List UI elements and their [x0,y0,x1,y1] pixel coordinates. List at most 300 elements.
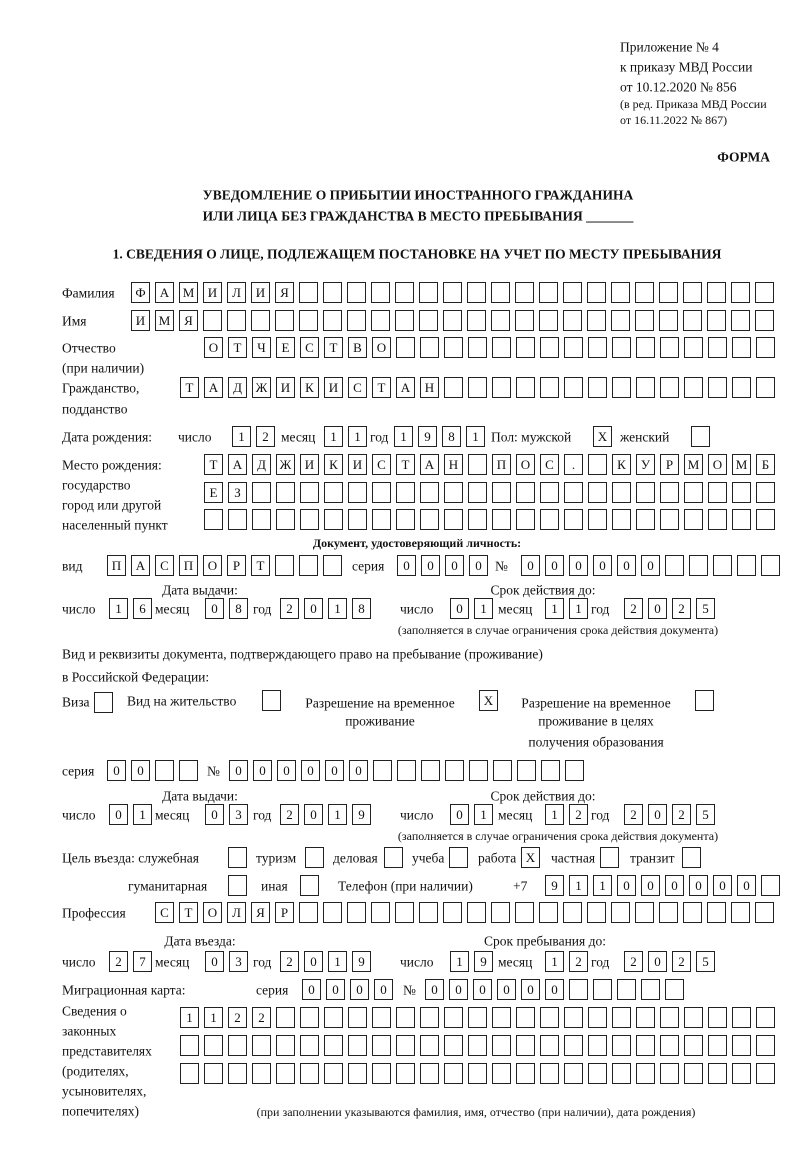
stay-doc-number-cell[interactable] [445,760,464,781]
person-birthplace-2-cell[interactable] [420,482,439,503]
legal-reps-row2-cell[interactable] [252,1035,271,1056]
person-birthplace-2-cell[interactable] [372,482,391,503]
person-birthplace-1-cell[interactable]: Б [756,454,775,475]
person-citizenship-cell[interactable] [468,377,487,398]
person-surname-cell[interactable]: Ф [131,282,150,303]
person-surname-cell[interactable]: Я [275,282,294,303]
person-birthplace-2-cell[interactable] [732,482,751,503]
legal-reps-row1-cell[interactable] [756,1007,775,1028]
person-surname-cell[interactable] [371,282,390,303]
person-birthplace-1-cell[interactable]: Д [252,454,271,475]
person-citizenship-cell[interactable] [444,377,463,398]
person-patronymic-cell[interactable] [468,337,487,358]
person-citizenship-cell[interactable]: С [348,377,367,398]
legal-reps-row1-cell[interactable] [612,1007,631,1028]
person-surname-cell[interactable] [659,282,678,303]
profession-cell[interactable] [563,902,582,923]
identity-doc-number-cell[interactable]: 0 [521,555,540,576]
person-birth-day-cell[interactable]: 1 [232,426,251,447]
legal-reps-row1-cell[interactable]: 1 [204,1007,223,1028]
legal-reps-row1-cell[interactable] [492,1007,511,1028]
migration-card-number-cell[interactable] [569,979,588,1000]
entry-entry-day-cell[interactable]: 7 [133,951,152,972]
profession-cell[interactable]: Т [179,902,198,923]
identity-doc-number-cell[interactable] [713,555,732,576]
legal-reps-row1-cell[interactable]: 2 [228,1007,247,1028]
legal-reps-row3-cell[interactable] [588,1063,607,1084]
person-patronymic-cell[interactable]: О [372,337,391,358]
person-birthplace-3-cell[interactable] [660,509,679,530]
person-birthplace-1-cell[interactable]: С [540,454,559,475]
person-patronymic-cell[interactable] [396,337,415,358]
person-birthplace-1-cell[interactable]: А [420,454,439,475]
migration-card-series-cell[interactable]: 0 [302,979,321,1000]
legal-reps-row1-cell[interactable] [372,1007,391,1028]
entry-entry-day-cell[interactable]: 2 [109,951,128,972]
person-patronymic-cell[interactable]: В [348,337,367,358]
person-birthplace-3-cell[interactable] [756,509,775,530]
identity-doc-number-cell[interactable] [737,555,756,576]
legal-reps-row3-cell[interactable] [204,1063,223,1084]
legal-reps-row1-cell[interactable] [276,1007,295,1028]
person-birthplace-3-cell[interactable] [732,509,751,530]
identity-doc-series-cell[interactable]: 0 [469,555,488,576]
person-name-cell[interactable] [683,310,702,331]
profession-cell[interactable] [299,902,318,923]
person-patronymic-cell[interactable]: Ч [252,337,271,358]
stay-doc-trp-edu-checkbox[interactable] [695,690,714,711]
identity-doc-issue-year-cell[interactable]: 8 [352,598,371,619]
person-name-cell[interactable] [587,310,606,331]
person-birthplace-1-cell[interactable]: И [348,454,367,475]
identity-doc-number-cell[interactable]: 0 [569,555,588,576]
phone-cell[interactable]: 0 [689,875,708,896]
legal-reps-row2-cell[interactable] [444,1035,463,1056]
legal-reps-row2-cell[interactable] [612,1035,631,1056]
purpose-study-checkbox[interactable] [449,847,468,868]
person-birthplace-1-cell[interactable] [468,454,487,475]
entry-until-year-cell[interactable]: 2 [672,951,691,972]
person-birthplace-2-cell[interactable] [492,482,511,503]
person-surname-cell[interactable] [515,282,534,303]
profession-cell[interactable] [755,902,774,923]
person-patronymic-cell[interactable] [756,337,775,358]
stay-doc-series-cell[interactable]: 0 [107,760,126,781]
person-name-cell[interactable]: М [155,310,174,331]
person-surname-cell[interactable] [299,282,318,303]
identity-doc-kind-cell[interactable]: Р [227,555,246,576]
person-surname-cell[interactable] [611,282,630,303]
legal-reps-row3-cell[interactable] [492,1063,511,1084]
migration-card-number-cell[interactable] [665,979,684,1000]
identity-doc-valid-day-cell[interactable]: 1 [474,598,493,619]
person-birthplace-2-cell[interactable] [516,482,535,503]
legal-reps-row3-cell[interactable] [444,1063,463,1084]
identity-doc-series-cell[interactable]: 0 [445,555,464,576]
person-birthplace-3-cell[interactable] [708,509,727,530]
person-surname-cell[interactable] [323,282,342,303]
profession-cell[interactable] [659,902,678,923]
person-patronymic-cell[interactable] [708,337,727,358]
legal-reps-row3-cell[interactable] [276,1063,295,1084]
person-surname-cell[interactable] [755,282,774,303]
legal-reps-row3-cell[interactable] [540,1063,559,1084]
profession-cell[interactable] [419,902,438,923]
profession-cell[interactable]: Я [251,902,270,923]
legal-reps-row1-cell[interactable] [396,1007,415,1028]
purpose-transit-checkbox[interactable] [682,847,701,868]
legal-reps-row2-cell[interactable] [492,1035,511,1056]
person-birth-month-cell[interactable]: 1 [348,426,367,447]
legal-reps-row2-cell[interactable] [396,1035,415,1056]
person-birthplace-3-cell[interactable] [204,509,223,530]
person-surname-cell[interactable]: М [179,282,198,303]
identity-doc-kind-cell[interactable] [299,555,318,576]
legal-reps-row1-cell[interactable] [564,1007,583,1028]
legal-reps-row1-cell[interactable] [636,1007,655,1028]
stay-doc-valid-year-cell[interactable]: 0 [648,804,667,825]
legal-reps-row1-cell[interactable]: 2 [252,1007,271,1028]
person-sex-male-checkbox[interactable]: X [593,426,612,447]
person-surname-cell[interactable]: И [251,282,270,303]
stay-doc-valid-day-cell[interactable]: 1 [474,804,493,825]
profession-cell[interactable] [587,902,606,923]
identity-doc-valid-year-cell[interactable]: 5 [696,598,715,619]
stay-doc-issue-day-cell[interactable]: 1 [133,804,152,825]
stay-doc-number-cell[interactable]: 0 [253,760,272,781]
profession-cell[interactable] [707,902,726,923]
legal-reps-row1-cell[interactable] [420,1007,439,1028]
person-birthplace-2-cell[interactable] [636,482,655,503]
legal-reps-row2-cell[interactable] [468,1035,487,1056]
person-name-cell[interactable] [443,310,462,331]
person-name-cell[interactable] [539,310,558,331]
person-citizenship-cell[interactable] [732,377,751,398]
stay-doc-number-cell[interactable] [397,760,416,781]
person-birthplace-3-cell[interactable] [588,509,607,530]
identity-doc-valid-day-cell[interactable]: 0 [450,598,469,619]
identity-doc-issue-month-cell[interactable]: 8 [229,598,248,619]
person-birthplace-3-cell[interactable] [540,509,559,530]
stay-doc-number-cell[interactable] [517,760,536,781]
person-citizenship-cell[interactable]: А [396,377,415,398]
person-birthplace-1-cell[interactable]: П [492,454,511,475]
identity-doc-number-cell[interactable]: 0 [545,555,564,576]
person-patronymic-cell[interactable]: Т [228,337,247,358]
migration-card-series-cell[interactable]: 0 [326,979,345,1000]
identity-doc-issue-month-cell[interactable]: 0 [205,598,224,619]
person-birthplace-1-cell[interactable]: Т [204,454,223,475]
person-citizenship-cell[interactable]: Ж [252,377,271,398]
person-surname-cell[interactable] [563,282,582,303]
legal-reps-row1-cell[interactable] [708,1007,727,1028]
legal-reps-row2-cell[interactable] [756,1035,775,1056]
identity-doc-issue-day-cell[interactable]: 1 [109,598,128,619]
migration-card-series-cell[interactable]: 0 [374,979,393,1000]
person-citizenship-cell[interactable] [756,377,775,398]
legal-reps-row3-cell[interactable] [684,1063,703,1084]
legal-reps-row1-cell[interactable] [468,1007,487,1028]
stay-doc-issue-day-cell[interactable]: 0 [109,804,128,825]
legal-reps-row1-cell[interactable] [348,1007,367,1028]
person-birthplace-3-cell[interactable] [516,509,535,530]
person-birthplace-1-cell[interactable]: Т [396,454,415,475]
legal-reps-row3-cell[interactable] [564,1063,583,1084]
entry-until-year-cell[interactable]: 2 [624,951,643,972]
person-birthplace-3-cell[interactable] [324,509,343,530]
purpose-official-checkbox[interactable] [228,847,247,868]
stay-doc-number-cell[interactable] [421,760,440,781]
person-patronymic-cell[interactable]: Т [324,337,343,358]
person-citizenship-cell[interactable]: И [276,377,295,398]
stay-doc-number-cell[interactable] [373,760,392,781]
person-birth-year-cell[interactable]: 8 [442,426,461,447]
stay-doc-number-cell[interactable]: 0 [325,760,344,781]
profession-cell[interactable]: Л [227,902,246,923]
person-patronymic-cell[interactable] [420,337,439,358]
person-surname-cell[interactable] [635,282,654,303]
person-name-cell[interactable]: И [131,310,150,331]
migration-card-number-cell[interactable]: 0 [545,979,564,1000]
person-birthplace-1-cell[interactable]: . [564,454,583,475]
migration-card-series-cell[interactable]: 0 [350,979,369,1000]
profession-cell[interactable] [443,902,462,923]
person-birthplace-2-cell[interactable] [444,482,463,503]
identity-doc-valid-month-cell[interactable]: 1 [545,598,564,619]
person-patronymic-cell[interactable] [492,337,511,358]
person-citizenship-cell[interactable]: Т [372,377,391,398]
legal-reps-row2-cell[interactable] [732,1035,751,1056]
person-name-cell[interactable] [659,310,678,331]
legal-reps-row1-cell[interactable] [540,1007,559,1028]
person-patronymic-cell[interactable] [684,337,703,358]
stay-doc-valid-year-cell[interactable]: 2 [672,804,691,825]
person-citizenship-cell[interactable] [684,377,703,398]
legal-reps-row3-cell[interactable] [612,1063,631,1084]
person-name-cell[interactable] [755,310,774,331]
identity-doc-kind-cell[interactable]: С [155,555,174,576]
phone-cell[interactable]: 1 [593,875,612,896]
person-patronymic-cell[interactable] [564,337,583,358]
legal-reps-row2-cell[interactable] [300,1035,319,1056]
person-surname-cell[interactable] [443,282,462,303]
legal-reps-row1-cell[interactable] [444,1007,463,1028]
person-birthplace-3-cell[interactable] [420,509,439,530]
person-name-cell[interactable] [395,310,414,331]
person-name-cell[interactable] [707,310,726,331]
stay-doc-series-cell[interactable] [179,760,198,781]
profession-cell[interactable] [371,902,390,923]
entry-until-month-cell[interactable]: 2 [569,951,588,972]
person-birth-day-cell[interactable]: 2 [256,426,275,447]
stay-doc-number-cell[interactable] [469,760,488,781]
purpose-private-checkbox[interactable] [600,847,619,868]
legal-reps-row2-cell[interactable] [588,1035,607,1056]
phone-cell[interactable]: 1 [569,875,588,896]
stay-doc-issue-year-cell[interactable]: 1 [328,804,347,825]
person-birthplace-2-cell[interactable] [708,482,727,503]
legal-reps-row2-cell[interactable] [516,1035,535,1056]
legal-reps-row3-cell[interactable] [756,1063,775,1084]
identity-doc-kind-cell[interactable]: П [179,555,198,576]
person-surname-cell[interactable]: Л [227,282,246,303]
legal-reps-row2-cell[interactable] [636,1035,655,1056]
person-birthplace-3-cell[interactable] [348,509,367,530]
person-patronymic-cell[interactable] [540,337,559,358]
person-surname-cell[interactable] [347,282,366,303]
person-name-cell[interactable] [347,310,366,331]
identity-doc-series-cell[interactable]: 0 [397,555,416,576]
legal-reps-row2-cell[interactable] [660,1035,679,1056]
person-birthplace-3-cell[interactable] [372,509,391,530]
person-birthplace-2-cell[interactable] [564,482,583,503]
entry-until-year-cell[interactable]: 0 [648,951,667,972]
identity-doc-number-cell[interactable]: 0 [641,555,660,576]
person-birthplace-2-cell[interactable] [252,482,271,503]
stay-doc-number-cell[interactable] [493,760,512,781]
person-birthplace-1-cell[interactable]: О [516,454,535,475]
entry-entry-year-cell[interactable]: 2 [280,951,299,972]
legal-reps-row1-cell[interactable]: 1 [180,1007,199,1028]
legal-reps-row2-cell[interactable] [540,1035,559,1056]
person-birthplace-3-cell[interactable] [684,509,703,530]
person-surname-cell[interactable] [395,282,414,303]
profession-cell[interactable] [347,902,366,923]
person-birth-year-cell[interactable]: 9 [418,426,437,447]
stay-doc-issue-month-cell[interactable]: 3 [229,804,248,825]
identity-doc-valid-month-cell[interactable]: 1 [569,598,588,619]
identity-doc-number-cell[interactable]: 0 [617,555,636,576]
legal-reps-row3-cell[interactable] [324,1063,343,1084]
migration-card-number-cell[interactable]: 0 [473,979,492,1000]
phone-cell[interactable]: 0 [617,875,636,896]
entry-until-day-cell[interactable]: 9 [474,951,493,972]
migration-card-number-cell[interactable] [641,979,660,1000]
migration-card-number-cell[interactable]: 0 [425,979,444,1000]
migration-card-number-cell[interactable]: 0 [521,979,540,1000]
person-surname-cell[interactable] [731,282,750,303]
person-citizenship-cell[interactable] [708,377,727,398]
person-birthplace-1-cell[interactable]: К [612,454,631,475]
legal-reps-row3-cell[interactable] [636,1063,655,1084]
person-birthplace-2-cell[interactable] [468,482,487,503]
entry-until-day-cell[interactable]: 1 [450,951,469,972]
stay-doc-issue-year-cell[interactable]: 2 [280,804,299,825]
profession-cell[interactable] [491,902,510,923]
entry-until-year-cell[interactable]: 5 [696,951,715,972]
person-citizenship-cell[interactable] [612,377,631,398]
profession-cell[interactable] [515,902,534,923]
person-birthplace-3-cell[interactable] [564,509,583,530]
profession-cell[interactable]: С [155,902,174,923]
identity-doc-kind-cell[interactable]: О [203,555,222,576]
legal-reps-row2-cell[interactable] [564,1035,583,1056]
legal-reps-row2-cell[interactable] [324,1035,343,1056]
purpose-work-checkbox[interactable]: X [521,847,540,868]
person-surname-cell[interactable] [467,282,486,303]
person-patronymic-cell[interactable]: С [300,337,319,358]
person-birthplace-2-cell[interactable] [396,482,415,503]
profession-cell[interactable] [611,902,630,923]
identity-doc-valid-year-cell[interactable]: 2 [672,598,691,619]
stay-doc-number-cell[interactable] [565,760,584,781]
legal-reps-row3-cell[interactable] [228,1063,247,1084]
person-birthplace-2-cell[interactable] [348,482,367,503]
person-birthplace-1-cell[interactable]: Р [660,454,679,475]
legal-reps-row3-cell[interactable] [396,1063,415,1084]
profession-cell[interactable] [683,902,702,923]
person-birthplace-3-cell[interactable] [276,509,295,530]
legal-reps-row2-cell[interactable] [684,1035,703,1056]
person-name-cell[interactable] [731,310,750,331]
person-patronymic-cell[interactable] [636,337,655,358]
identity-doc-issue-year-cell[interactable]: 0 [304,598,323,619]
phone-cell[interactable] [761,875,780,896]
legal-reps-row3-cell[interactable] [180,1063,199,1084]
person-name-cell[interactable] [491,310,510,331]
legal-reps-row2-cell[interactable] [348,1035,367,1056]
stay-doc-number-cell[interactable]: 0 [349,760,368,781]
person-name-cell[interactable] [275,310,294,331]
stay-doc-valid-month-cell[interactable]: 2 [569,804,588,825]
person-citizenship-cell[interactable]: Т [180,377,199,398]
person-birthplace-2-cell[interactable] [612,482,631,503]
person-patronymic-cell[interactable]: О [204,337,223,358]
identity-doc-kind-cell[interactable] [323,555,342,576]
profession-cell[interactable]: О [203,902,222,923]
profession-cell[interactable] [323,902,342,923]
profession-cell[interactable] [731,902,750,923]
person-birthplace-1-cell[interactable]: У [636,454,655,475]
person-citizenship-cell[interactable] [516,377,535,398]
entry-entry-year-cell[interactable]: 0 [304,951,323,972]
person-birthplace-1-cell[interactable]: Н [444,454,463,475]
entry-until-month-cell[interactable]: 1 [545,951,564,972]
legal-reps-row3-cell[interactable] [252,1063,271,1084]
person-birthplace-3-cell[interactable] [228,509,247,530]
identity-doc-issue-year-cell[interactable]: 2 [280,598,299,619]
identity-doc-series-cell[interactable]: 0 [421,555,440,576]
profession-cell[interactable]: Р [275,902,294,923]
person-surname-cell[interactable] [539,282,558,303]
person-patronymic-cell[interactable] [732,337,751,358]
entry-entry-month-cell[interactable]: 3 [229,951,248,972]
legal-reps-row2-cell[interactable] [228,1035,247,1056]
person-surname-cell[interactable] [707,282,726,303]
person-citizenship-cell[interactable] [660,377,679,398]
person-birthplace-1-cell[interactable]: К [324,454,343,475]
person-name-cell[interactable]: Я [179,310,198,331]
identity-doc-issue-year-cell[interactable]: 1 [328,598,347,619]
identity-doc-valid-year-cell[interactable]: 0 [648,598,667,619]
person-birthplace-2-cell[interactable] [756,482,775,503]
person-birthplace-1-cell[interactable]: А [228,454,247,475]
person-name-cell[interactable] [203,310,222,331]
purpose-humanitarian-checkbox[interactable] [228,875,247,896]
person-name-cell[interactable] [563,310,582,331]
migration-card-number-cell[interactable] [617,979,636,1000]
stay-doc-issue-year-cell[interactable]: 0 [304,804,323,825]
identity-doc-issue-day-cell[interactable]: 6 [133,598,152,619]
stay-doc-number-cell[interactable]: 0 [301,760,320,781]
legal-reps-row1-cell[interactable] [732,1007,751,1028]
phone-cell[interactable]: 0 [641,875,660,896]
legal-reps-row2-cell[interactable] [204,1035,223,1056]
legal-reps-row3-cell[interactable] [708,1063,727,1084]
stay-doc-valid-year-cell[interactable]: 5 [696,804,715,825]
identity-doc-number-cell[interactable] [689,555,708,576]
person-birth-year-cell[interactable]: 1 [466,426,485,447]
